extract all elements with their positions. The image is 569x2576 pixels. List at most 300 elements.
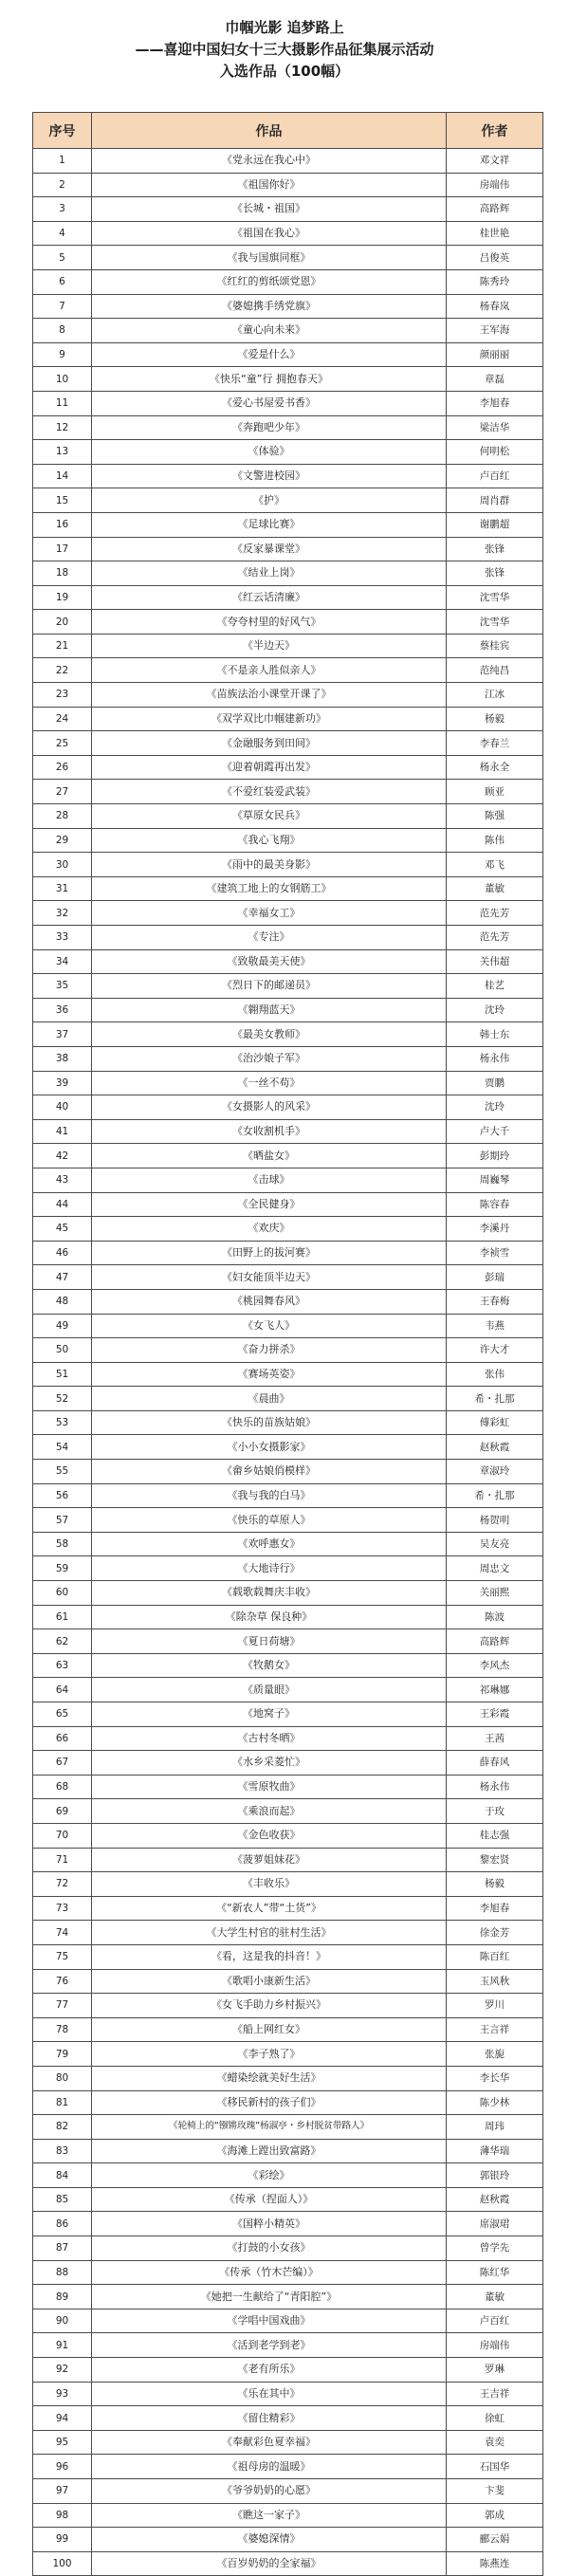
table-row — [33, 974, 543, 999]
row-number: 21 — [33, 634, 92, 658]
table-row — [33, 1508, 543, 1533]
row-author: 罗川 — [447, 1994, 543, 2018]
row-number: 9 — [33, 342, 92, 367]
row-author: 沈雪华 — [447, 610, 543, 635]
row-number: 2 — [33, 173, 92, 197]
title-line-2: ——喜迎中国妇女十三大摄影作品征集展示活动 — [135, 41, 434, 58]
row-work-title: 《夏日荷塘》 — [92, 1629, 447, 1654]
row-author: 李溪丹 — [447, 1217, 543, 1242]
row-author: 赵秋霞 — [447, 1435, 543, 1460]
table-row — [33, 1823, 543, 1848]
row-work-title: 《婆媳携手绣党旗》 — [92, 294, 447, 319]
row-number: 15 — [33, 488, 92, 513]
row-work-title: 《彩绘》 — [92, 2163, 447, 2188]
row-number: 77 — [33, 1994, 92, 2018]
table-row — [33, 2382, 543, 2406]
row-number: 14 — [33, 464, 92, 488]
table-row — [33, 876, 543, 901]
row-number: 84 — [33, 2163, 92, 2188]
row-work-title: 《桃园舞春风》 — [92, 1289, 447, 1314]
row-number: 39 — [33, 1071, 92, 1095]
row-number: 98 — [33, 2503, 92, 2528]
row-work-title: 《反家暴课堂》 — [92, 537, 447, 561]
table-row — [33, 1192, 543, 1217]
row-number: 44 — [33, 1192, 92, 1217]
row-number: 41 — [33, 1119, 92, 1144]
row-work-title: 《老有所乐》 — [92, 2358, 447, 2383]
table-row — [33, 2066, 543, 2090]
row-work-title: 《除杂草 保良种》 — [92, 1605, 447, 1629]
row-work-title: 《幸福女工》 — [92, 901, 447, 926]
row-author: 王春梅 — [447, 1289, 543, 1314]
row-author: 李长华 — [447, 2066, 543, 2090]
row-number: 91 — [33, 2333, 92, 2358]
row-number: 13 — [33, 440, 92, 465]
table-row — [33, 1581, 543, 1606]
column-header-number: 序号 — [33, 113, 92, 149]
row-author: 陈少林 — [447, 2090, 543, 2115]
row-work-title: 《传承（竹木芒编）》 — [92, 2260, 447, 2285]
row-author: 石国华 — [447, 2455, 543, 2479]
row-author: 顾亚 — [447, 780, 543, 804]
table-row — [33, 1799, 543, 1824]
row-number: 74 — [33, 1921, 92, 1945]
row-number: 52 — [33, 1387, 92, 1411]
row-author: 范先芳 — [447, 901, 543, 926]
row-author: 杨永伟 — [447, 1046, 543, 1071]
row-work-title: 《文警进校园》 — [92, 464, 447, 488]
table-row — [33, 949, 543, 974]
table-row — [33, 1265, 543, 1290]
table-row — [33, 2406, 543, 2431]
row-author: 徐虹 — [447, 2406, 543, 2431]
row-work-title: 《建筑工地上的女钢筋工》 — [92, 876, 447, 901]
row-author: 陈百红 — [447, 1944, 543, 1969]
table-row — [33, 1387, 543, 1411]
row-author: 邓飞 — [447, 853, 543, 877]
row-author: 杨毅 — [447, 707, 543, 731]
table-row — [33, 367, 543, 392]
row-work-title: 《最美女教师》 — [92, 1022, 447, 1047]
row-number: 22 — [33, 658, 92, 683]
row-author: 薄华瑞 — [447, 2139, 543, 2163]
row-work-title: 《学唱中国戏曲》 — [92, 2309, 447, 2333]
table-row — [33, 1241, 543, 1265]
row-author: 王言祥 — [447, 2017, 543, 2042]
row-work-title: 《女收割机手》 — [92, 1119, 447, 1144]
table-row — [33, 246, 543, 270]
row-work-title: 《乘浪而起》 — [92, 1799, 447, 1824]
row-author: 徐金芳 — [447, 1921, 543, 1945]
row-work-title: 《国粹小精英》 — [92, 2212, 447, 2236]
row-author: 陈燕连 — [447, 2551, 543, 2576]
row-work-title: 《金融服务到田间》 — [92, 731, 447, 756]
row-number: 29 — [33, 828, 92, 853]
row-author: 周巍琴 — [447, 1168, 543, 1192]
row-author: 杨永伟 — [447, 1775, 543, 1799]
row-author: 袁奕 — [447, 2430, 543, 2455]
table-row — [33, 2163, 543, 2188]
row-number: 67 — [33, 1751, 92, 1776]
row-author: 希・扎那 — [447, 1483, 543, 1508]
row-author: 卢大千 — [447, 1119, 543, 1144]
row-work-title: 《奔跑吧少年》 — [92, 415, 447, 440]
table-row — [33, 1994, 543, 2018]
row-work-title: 《活到老学到老》 — [92, 2333, 447, 2358]
row-work-title: 《质量眼》 — [92, 1678, 447, 1702]
row-author: 杨毅 — [447, 1872, 543, 1897]
row-number: 35 — [33, 974, 92, 999]
row-work-title: 《瞧这一家子》 — [92, 2503, 447, 2528]
table-row — [33, 561, 543, 586]
row-author: 关伟超 — [447, 949, 543, 974]
row-author: 许大才 — [447, 1338, 543, 1363]
row-number: 69 — [33, 1799, 92, 1824]
row-work-title: 《雨中的最美身影》 — [92, 853, 447, 877]
row-work-title: 《田野上的拔河赛》 — [92, 1241, 447, 1265]
row-number: 40 — [33, 1095, 92, 1120]
row-work-title: 《留住精彩》 — [92, 2406, 447, 2431]
row-author: 韦燕 — [447, 1314, 543, 1338]
row-number: 68 — [33, 1775, 92, 1799]
row-author: 桂世艳 — [447, 221, 543, 246]
row-author: 祁琳娜 — [447, 1678, 543, 1702]
row-number: 54 — [33, 1435, 92, 1460]
row-number: 24 — [33, 707, 92, 731]
row-author: 谢鹏超 — [447, 512, 543, 537]
row-work-title: 《李子熟了》 — [92, 2042, 447, 2067]
table-row — [33, 1144, 543, 1168]
table-row — [33, 2260, 543, 2285]
title-line-3: 入选作品（100幅） — [219, 63, 350, 80]
table-row — [33, 2017, 543, 2042]
row-work-title: 《歌唱小康新生活》 — [92, 1969, 447, 1994]
row-number: 73 — [33, 1896, 92, 1921]
row-author: 贾鹏 — [447, 1071, 543, 1095]
row-number: 78 — [33, 2017, 92, 2042]
row-number: 60 — [33, 1581, 92, 1606]
row-work-title: 《船上网红女》 — [92, 2017, 447, 2042]
works-table — [32, 112, 543, 2576]
row-number: 59 — [33, 1556, 92, 1581]
row-number: 31 — [33, 876, 92, 901]
table-row — [33, 755, 543, 780]
row-author: 王茜 — [447, 1726, 543, 1751]
row-work-title: 《红红的剪纸颂党恩》 — [92, 269, 447, 294]
row-work-title: 《童心向未来》 — [92, 319, 447, 343]
row-work-title: 《快乐的苗族姑娘》 — [92, 1410, 447, 1435]
table-row — [33, 221, 543, 246]
row-number: 23 — [33, 683, 92, 708]
row-number: 53 — [33, 1410, 92, 1435]
table-row — [33, 1726, 543, 1751]
row-author: 陈伟 — [447, 828, 543, 853]
row-work-title: 《击球》 — [92, 1168, 447, 1192]
table-row — [33, 1022, 543, 1047]
table-row — [33, 415, 543, 440]
row-number: 56 — [33, 1483, 92, 1508]
row-number: 61 — [33, 1605, 92, 1629]
row-author: 黎宏贤 — [447, 1848, 543, 1872]
row-work-title: 《专注》 — [92, 926, 447, 950]
row-author: 杨永全 — [447, 755, 543, 780]
row-number: 16 — [33, 512, 92, 537]
row-work-title: 《不爱红装爱武装》 — [92, 780, 447, 804]
row-number: 87 — [33, 2236, 92, 2261]
table-row — [33, 1435, 543, 1460]
row-author: 王吉祥 — [447, 2382, 543, 2406]
table-row — [33, 2333, 543, 2358]
row-work-title: 《夸夸村里的好风气》 — [92, 610, 447, 635]
row-number: 88 — [33, 2260, 92, 2285]
row-number: 49 — [33, 1314, 92, 1338]
row-number: 27 — [33, 780, 92, 804]
table-row — [33, 1605, 543, 1629]
row-author: 吕俊英 — [447, 246, 543, 270]
row-author: 卢百红 — [447, 464, 543, 488]
row-author: 郭银玲 — [447, 2163, 543, 2188]
row-work-title: 《晨曲》 — [92, 1387, 447, 1411]
row-work-title: 《奉献彩色夏幸福》 — [92, 2430, 447, 2455]
table-row — [33, 1921, 543, 1945]
table-row — [33, 537, 543, 561]
row-work-title: 《赛场英姿》 — [92, 1362, 447, 1387]
row-author: 蔡桂宾 — [447, 634, 543, 658]
row-work-title: 《长城・祖国》 — [92, 197, 447, 222]
row-author: 沈玲 — [447, 998, 543, 1022]
row-work-title: 《爱是什么》 — [92, 342, 447, 367]
row-work-title: 《水乡采菱忙》 — [92, 1751, 447, 1776]
row-number: 90 — [33, 2309, 92, 2333]
row-author: 卞斐 — [447, 2479, 543, 2504]
row-number: 85 — [33, 2187, 92, 2212]
row-number: 17 — [33, 537, 92, 561]
row-author: 韩士东 — [447, 1022, 543, 1047]
table-row — [33, 2309, 543, 2333]
row-author: 周忠文 — [447, 1556, 543, 1581]
row-author: 李祯雪 — [447, 1241, 543, 1265]
row-work-title: 《迎着朝霞再出发》 — [92, 755, 447, 780]
row-work-title: 《轮椅上的“镪锵玫瑰”杨淑亭・乡村脱贫带路人》 — [92, 2115, 447, 2140]
row-author: 张锋 — [447, 537, 543, 561]
row-author: 周肖群 — [447, 488, 543, 513]
row-author: 章淑玲 — [447, 1460, 543, 1484]
row-author: 李春兰 — [447, 731, 543, 756]
table-row — [33, 2090, 543, 2115]
row-number: 45 — [33, 1217, 92, 1242]
table-row — [33, 1071, 543, 1095]
row-number: 4 — [33, 221, 92, 246]
row-work-title: 《女摄影人的风采》 — [92, 1095, 447, 1120]
row-number: 83 — [33, 2139, 92, 2163]
row-work-title: 《雪原牧曲》 — [92, 1775, 447, 1799]
row-number: 86 — [33, 2212, 92, 2236]
row-work-title: 《菠萝姐妹花》 — [92, 1848, 447, 1872]
table-row — [33, 197, 543, 222]
table-row — [33, 1678, 543, 1702]
row-number: 51 — [33, 1362, 92, 1387]
row-author: 张旎 — [447, 2042, 543, 2067]
row-author: 陈强 — [447, 804, 543, 829]
row-work-title: 《我心飞翔》 — [92, 828, 447, 853]
row-author: 范纯昌 — [447, 658, 543, 683]
row-work-title: 《打鼓的小女孩》 — [92, 2236, 447, 2261]
row-work-title: 《治沙娘子军》 — [92, 1046, 447, 1071]
row-number: 96 — [33, 2455, 92, 2479]
table-row — [33, 1168, 543, 1192]
row-work-title: 《畲乡姑娘俏模样》 — [92, 1460, 447, 1484]
row-author: 何明松 — [447, 440, 543, 465]
row-number: 42 — [33, 1144, 92, 1168]
row-author: 陈红华 — [447, 2260, 543, 2285]
table-row — [33, 828, 543, 853]
table-row — [33, 2139, 543, 2163]
row-work-title: 《古村冬晒》 — [92, 1726, 447, 1751]
row-number: 92 — [33, 2358, 92, 2383]
row-number: 80 — [33, 2066, 92, 2090]
row-work-title: 《妇女能顶半边天》 — [92, 1265, 447, 1290]
row-author: 陈秀玲 — [447, 269, 543, 294]
table-row — [33, 780, 543, 804]
row-work-title: 《地窝子》 — [92, 1702, 447, 1727]
row-work-title: 《欢呼惠女》 — [92, 1532, 447, 1556]
table-row — [33, 512, 543, 537]
table-row — [33, 2187, 543, 2212]
row-number: 58 — [33, 1532, 92, 1556]
row-work-title: 《我与我的白马》 — [92, 1483, 447, 1508]
row-author: 张伟 — [447, 1362, 543, 1387]
row-number: 28 — [33, 804, 92, 829]
row-number: 20 — [33, 610, 92, 635]
row-work-title: 《大地诗行》 — [92, 1556, 447, 1581]
row-author: 桂艺 — [447, 974, 543, 999]
row-number: 75 — [33, 1944, 92, 1969]
table-row — [33, 1119, 543, 1144]
table-row — [33, 2285, 543, 2309]
row-number: 34 — [33, 949, 92, 974]
table-row — [33, 1095, 543, 1120]
table-row — [33, 901, 543, 926]
table-row — [33, 634, 543, 658]
table-row — [33, 269, 543, 294]
table-row — [33, 853, 543, 877]
row-work-title: 《金色收获》 — [92, 1823, 447, 1848]
row-work-title: 《结业上岗》 — [92, 561, 447, 586]
row-number: 36 — [33, 998, 92, 1022]
row-work-title: 《不是亲人胜似亲人》 — [92, 658, 447, 683]
row-work-title: 《爷爷奶奶的心愿》 — [92, 2479, 447, 2504]
row-author: 董敏 — [447, 876, 543, 901]
row-work-title: 《祖国在我心》 — [92, 221, 447, 246]
row-work-title: 《蜡染绘就美好生活》 — [92, 2066, 447, 2090]
row-author: 章磊 — [447, 367, 543, 392]
row-work-title: 《祖母房的温暖》 — [92, 2455, 447, 2479]
row-author: 江冰 — [447, 683, 543, 708]
row-author: 傅彩虹 — [447, 1410, 543, 1435]
row-author: 李旭春 — [447, 1896, 543, 1921]
table-row — [33, 1362, 543, 1387]
row-number: 94 — [33, 2406, 92, 2431]
table-row — [33, 1629, 543, 1654]
table-row — [33, 2212, 543, 2236]
row-work-title: 《祖国你好》 — [92, 173, 447, 197]
row-number: 70 — [33, 1823, 92, 1848]
row-author: 于玫 — [447, 1799, 543, 1824]
row-author: 颜丽丽 — [447, 342, 543, 367]
row-author: 卢百红 — [447, 2309, 543, 2333]
row-work-title: 《牧鹅女》 — [92, 1653, 447, 1678]
row-number: 55 — [33, 1460, 92, 1484]
row-author: 玉风秋 — [447, 1969, 543, 1994]
table-row — [33, 1969, 543, 1994]
row-work-title: 《体验》 — [92, 440, 447, 465]
table-row — [33, 2115, 543, 2140]
row-author: 高路辉 — [447, 197, 543, 222]
row-number: 72 — [33, 1872, 92, 1897]
row-number: 63 — [33, 1653, 92, 1678]
table-row — [33, 149, 543, 174]
row-author: 房端伟 — [447, 2333, 543, 2358]
row-work-title: 《双学双比巾帼建新功》 — [92, 707, 447, 731]
row-work-title: 《丰收乐》 — [92, 1872, 447, 1897]
row-work-title: 《百岁奶奶的全家福》 — [92, 2551, 447, 2576]
row-number: 47 — [33, 1265, 92, 1290]
row-number: 64 — [33, 1678, 92, 1702]
row-author: 薛春风 — [447, 1751, 543, 1776]
column-header-author: 作者 — [447, 113, 543, 149]
row-work-title: 《婆媳深情》 — [92, 2528, 447, 2552]
row-number: 71 — [33, 1848, 92, 1872]
table-row — [33, 1653, 543, 1678]
row-author: 李风杰 — [447, 1653, 543, 1678]
row-number: 89 — [33, 2285, 92, 2309]
table-row — [33, 2528, 543, 2552]
row-work-title: 《致敬最美天使》 — [92, 949, 447, 974]
table-row — [33, 488, 543, 513]
row-author: 房端伟 — [447, 173, 543, 197]
table-row — [33, 2455, 543, 2479]
row-author: 彭瑞 — [447, 1265, 543, 1290]
row-work-title: 《我与国旗同框》 — [92, 246, 447, 270]
table-row — [33, 1702, 543, 1727]
row-number: 50 — [33, 1338, 92, 1363]
table-row — [33, 1410, 543, 1435]
table-row — [33, 2551, 543, 2576]
row-work-title: 《欢庆》 — [92, 1217, 447, 1242]
table-row — [33, 2236, 543, 2261]
table-row — [33, 1217, 543, 1242]
row-number: 62 — [33, 1629, 92, 1654]
row-work-title: 《爱心书屋爱书香》 — [92, 391, 447, 415]
row-work-title: 《小小女摄影家》 — [92, 1435, 447, 1460]
row-number: 99 — [33, 2528, 92, 2552]
row-work-title: 《奋力拼杀》 — [92, 1338, 447, 1363]
row-work-title: 《草原女民兵》 — [92, 804, 447, 829]
row-work-title: 《传承（捏面人）》 — [92, 2187, 447, 2212]
table-row — [33, 391, 543, 415]
row-number: 25 — [33, 731, 92, 756]
table-row — [33, 998, 543, 1022]
row-number: 33 — [33, 926, 92, 950]
row-author: 赵秋霞 — [447, 2187, 543, 2212]
row-number: 19 — [33, 585, 92, 610]
row-number: 66 — [33, 1726, 92, 1751]
table-row — [33, 2358, 543, 2383]
table-row — [33, 804, 543, 829]
row-number: 37 — [33, 1022, 92, 1047]
row-number: 12 — [33, 415, 92, 440]
table-row — [33, 731, 543, 756]
